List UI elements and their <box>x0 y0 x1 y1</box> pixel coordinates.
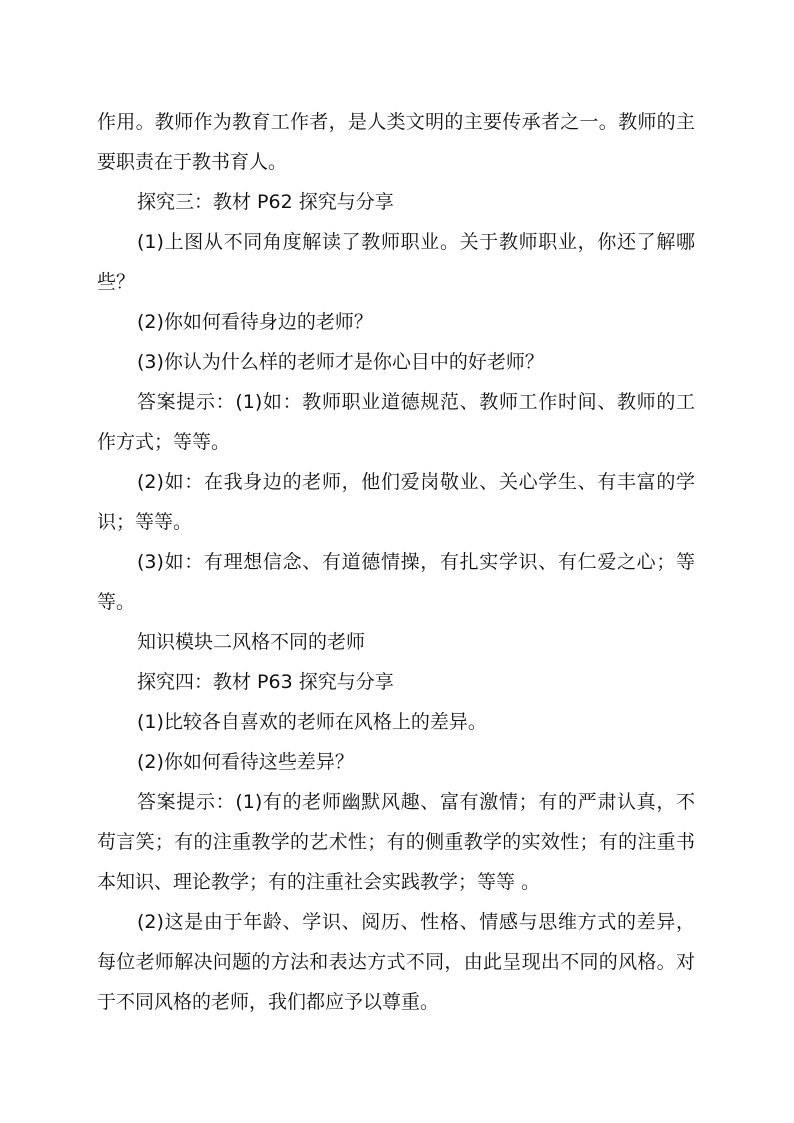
question-4-1: (1)比较各自喜欢的老师在风格上的差异。 <box>137 711 487 733</box>
module-two-heading: 知识模块二风格不同的老师 <box>137 631 366 653</box>
paragraph-continuation: 作用。教师作为教育工作者，是人类文明的主要传承者之一。教师的主要职责在于教书育人。 <box>97 111 695 173</box>
question-2: (2)你如何看待身边的老师？ <box>137 311 373 333</box>
question-1: (1)上图从不同角度解读了教师职业。关于教师职业，你还了解哪些？ <box>97 231 695 293</box>
document-body <box>97 102 695 1022</box>
question-4-2: (2)你如何看待这些差异？ <box>137 751 354 773</box>
heading-exploration-four: 探究四：教材 P63 探究与分享 <box>137 671 394 693</box>
heading-exploration-three: 探究三：教材 P62 探究与分享 <box>137 191 394 213</box>
answer-hint-2: (2)如：在我身边的老师，他们爱岗敬业、关心学生、有丰富的学识；等等。 <box>97 471 695 533</box>
answer-hint-3: (3)如：有理想信念、有道德情操，有扎实学识、有仁爱之心；等等。 <box>97 551 695 613</box>
question-3: (3)你认为什么样的老师才是你心目中的好老师？ <box>137 351 544 373</box>
answer-hint-4-2: (2)这是由于年龄、学识、阅历、性格、情感与思维方式的差异，每位老师解决问题的方法和表达方式不同，由此呈现出不同的风格。对于不同风格的老师，我们都应予以尊重。 <box>97 911 695 1013</box>
answer-hint-4-1: 答案提示：(1)有的老师幽默风趣、富有激情；有的严肃认真，不苟言笑；有的注重教学的艺术性；有的侧重教学的实效性；有的注重书本知识、理论教学；有的注重社会实践教学；等等 。 <box>97 791 695 893</box>
answer-hint-1: 答案提示：(1)如：教师职业道德规范、教师工作时间、教师的工作方式；等等。 <box>97 391 695 453</box>
